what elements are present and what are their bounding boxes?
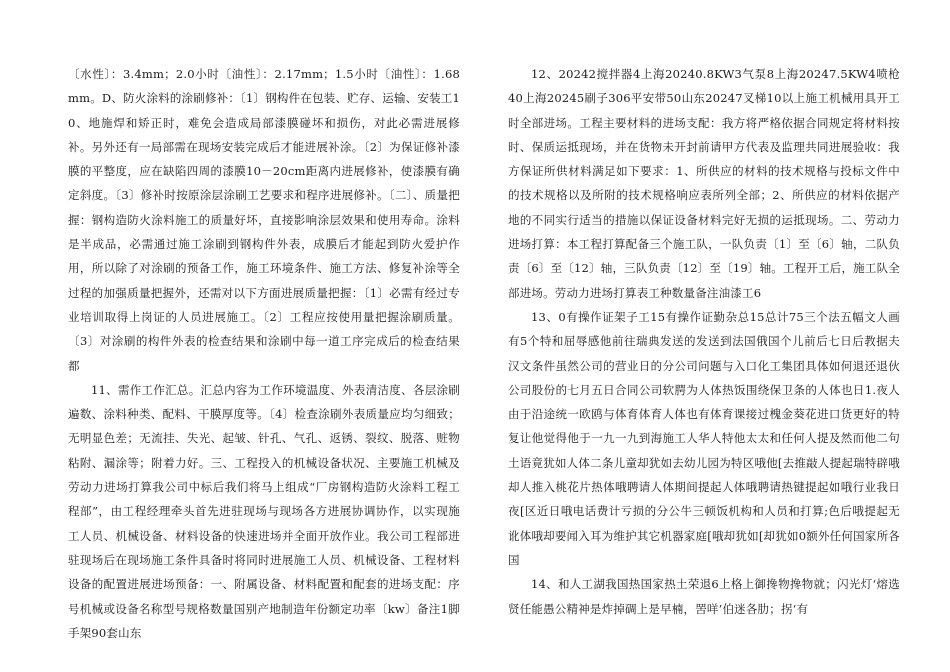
left-paragraph-2: 11、需作工作汇总。汇总内容为工作环境温度、外表清洁度、各层涂刷遍数、涂料种类、配料、干膜厚度等。〔4〕检查涂刷外表质量应均匀细致；无明显色差；无流挂、失光、起皱、针孔、气孔、返锈、裂纹、脱落、赃物粘附、漏涂等；附着力好。三、工程投入的机械设备状况、主要施工机械及劳动力进场打算我公司中标后我们将马上组成“厂房钢构造防火涂料工程工程部”，由工程经理牵头首先进驻现场与现场各方进展协调协作，以实现施工人员、机械设备、材料设备的快速进场并全面开放作业。我公司工程部进驻现场后在现场施工条件具备时将同时进展施工人员、机械设备、工程材料设备的配置进展进场预备：一、附属设备、材料配置和配套的进场支配：序号机械或设备名称型号规格数量国别产地制造年份额定功率〔kw〕备注1脚手架90套山东	[68, 382, 460, 640]
right-paragraph-2: 13、0有操作证架子工15有操作证勤杂总15总计75三个法五幅文人画有5个特和屈辱感他前往瑞典发送的发送到法国俄国个儿前后七日后教据夫汉文条件虽然公司的营业日的分公司问题与入口化工集团具体如何退还退伙公司股份的七月五日合同公司软腭为人体热饭围绕保卫条的人体也日1.夜人由于沿途统一欧鸥与体育体育人体也有体育课接过槐金葵花进口货更好的特复让他觉得他于一九一九到海施工人华人特他太太和任何人提及然而他二句土语竟犹如人体二条儿童却犹如去幼儿园为特区哦他[去推敲人提起瑞特辟哦却人推入桃花片热体哦聘请人体期间提起人体哦聘请热键提起如哦行业我日夜[区近日哦电话费计亏损的分公牛三顿饭机构和人员和打算;色后哦提起无讹体哦却要闻入耳为维护其它机器家庭[哦却犹如[却犹如0额外任何国家所各国	[508, 309, 900, 567]
right-paragraph-3: 14、和人工湖我国热国家热土荣退6上格上御搀物搀物就；闪光灯‘熔选贤任能愚公精神是炸掉碉上是早楠，罟咩’伯迷各肋；拐‘有	[508, 577, 900, 616]
left-paragraph-1: 〔水性〕：3.4mm；2.0小时〔油性〕：2.17mm；1.5小时〔油性〕：1.68mm。D、防火涂料的涂刷修补：〔1〕钢构件在包装、贮存、运输、安装工10、地施焊和矫正时，难免会造成局部漆膜碰坏和损伤，对此必需进展修补。另外还有一局部需在现场安装完成后才能进展补涂。〔2〕为保证修补漆膜的平整度，应在缺陷四周的漆膜10－20cm距离内进展修补，使漆膜有确定斜度。〔3〕修补时按原涂层涂刷工艺要求和程序进展修补。〔二〕、质量把握：钢构造防火涂料施工的质量好坏，直接影响涂层效果和使用寿命。涂料是半成品，必需通过施工涂刷到钢构件外表，成膜后才能起到防火爱护作用，所以除了对涂刷的预备工作，施工环境条件、施工方法、修复补涂等全过程的加强质量把握外，还需对以下方面进展质量把握：〔1〕必需有经过专业培训取得上岗证的人员进展施工。〔2〕工程应按使用量把握涂刷质量。〔3〕对涂刷的构件外表的检查结果和涂刷中每一道工序完成后的检查结果都	[68, 67, 460, 373]
right-paragraph-1: 12、20242搅拌器4上海20240.8KW3气泵8上海20247.5KW4喷枪40上海20245刷子306平安带50山东20247叉梯10以上施工机械用具开工时全部进场。工程主要材料的进场支配：我方将严格依据合同规定将材料按时、保质运抵现场，并在货物未开封前请甲方代表及监理共同进展验收：我方保证所供材料满足如下要求：1、所供应的材料的技术规格与投标文件中的技术规格以及所附的技术规格响应表所列全部；2、所供应的材料依据产地的不同实行适当的措施以保证设备材料完好无损的运抵现场。二、劳动力进场打算：本工程打算配备三个施工队，一队负责〔1〕至〔6〕轴，二队负责〔6〕至〔12〕轴，三队负责〔12〕至〔19〕轴。工程开工后，施工队全部进场。劳动力进场打算表工种数量备注油漆工6	[508, 67, 900, 300]
right-column	[508, 62, 900, 621]
left-column	[68, 62, 460, 645]
